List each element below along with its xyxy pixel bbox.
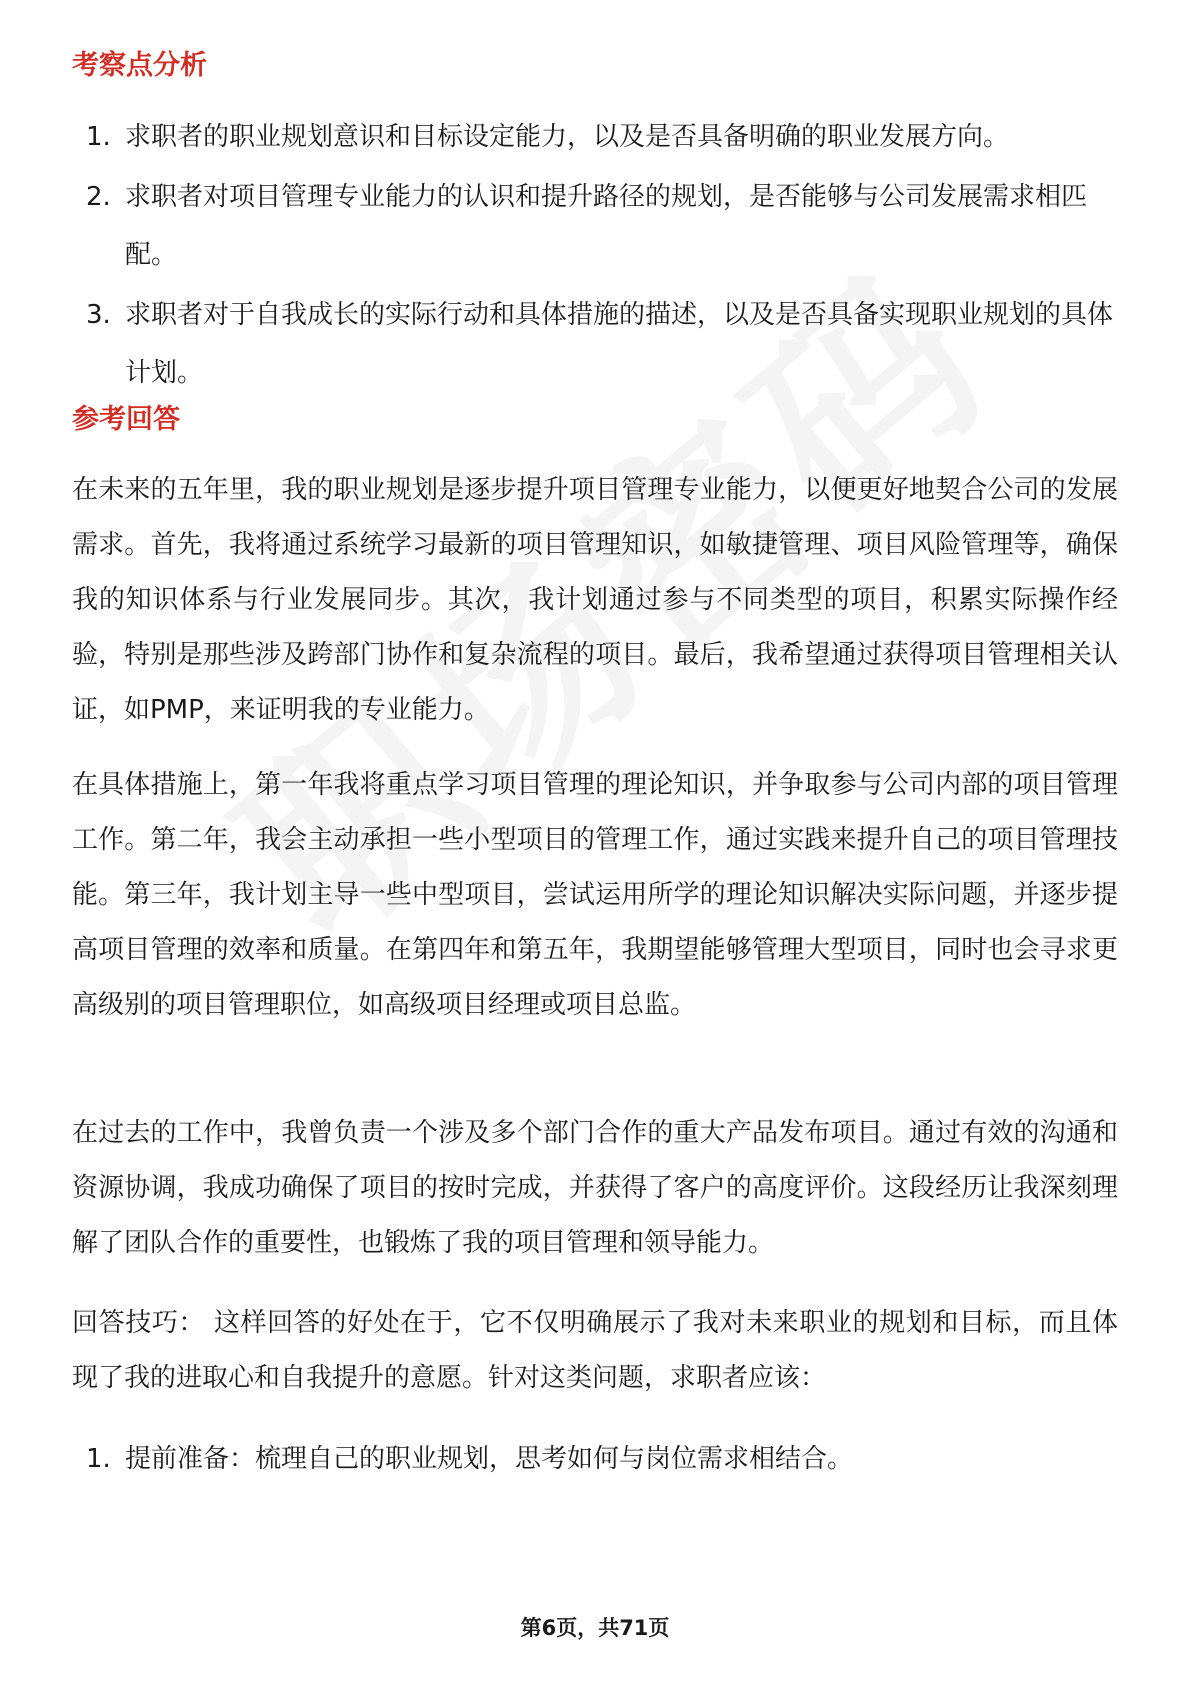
list-item xyxy=(72,286,1118,402)
answer-paragraph: 在未来的五年里，我的职业规划是逐步提升项目管理专业能力，以便更好地契合公司的发展需求。首先，我将通过系统学习最新的项目管理知识，如敏捷管理、项目风险管理等，确保我的知识体系与行业发展同步。其次，我计划通过参与不同类型的项目，积累实际操作经验，特别是那些涉及跨部门协作和复杂流程的项目。最后，我希望通过获得项目管理相关认证，如PMP，来证明我的专业能力。 xyxy=(72,475,1118,725)
list-text: 求职者对于自我成长的实际行动和具体措施的描述，以及是否具备实现职业规划的具体计划。 xyxy=(125,300,1114,388)
list-number: 2. xyxy=(86,182,111,212)
list-number: 1. xyxy=(86,1444,111,1474)
page-number: 第6页，共71页 xyxy=(520,1616,670,1640)
answer-paragraph: 在过去的工作中，我曾负责一个涉及多个部门合作的重大产品发布项目。通过有效的沟通和资源协调，我成功确保了项目的按时完成，并获得了客户的高度评价。这段经历让我深刻理解了团队合作的重要性，也锻炼了我的项目管理和领导能力。 xyxy=(72,1118,1118,1258)
list-text: 求职者的职业规划意识和目标设定能力，以及是否具备明确的职业发展方向。 xyxy=(125,122,1010,152)
tips-paragraph: 回答技巧： 这样回答的好处在于，它不仅明确展示了我对未来职业的规划和目标，而且体现了我的进取心和自我提升的意愿。针对这类问题，求职者应该： xyxy=(72,1308,1118,1393)
list-item xyxy=(72,108,1118,166)
tips-list xyxy=(72,1430,1118,1490)
list-item xyxy=(72,1430,1118,1488)
list-number: 1. xyxy=(86,122,111,152)
analysis-list xyxy=(72,108,1118,404)
list-number: 3. xyxy=(86,300,111,330)
list-text: 求职者对项目管理专业能力的认识和提升路径的规划，是否能够与公司发展需求相匹配。 xyxy=(125,182,1088,270)
answer-paragraph: 在具体措施上，第一年我将重点学习项目管理的理论知识，并争取参与公司内部的项目管理工作。第二年，我会主动承担一些小型项目的管理工作，通过实践来提升自己的项目管理技能。第三年，我计划主导一些中型项目，尝试运用所学的理论知识解决实际问题，并逐步提高项目管理的效率和质量。在第四年和第五年，我期望能够管理大型项目，同时也会寻求更高级别的项目管理职位，如高级项目经理或项目总监。 xyxy=(72,770,1118,1020)
analysis-heading: 考察点分析 xyxy=(72,50,207,81)
list-text: 提前准备：梳理自己的职业规划，思考如何与岗位需求相结合。 xyxy=(125,1444,854,1474)
list-item xyxy=(72,168,1118,284)
answer-heading: 参考回答 xyxy=(72,404,180,435)
